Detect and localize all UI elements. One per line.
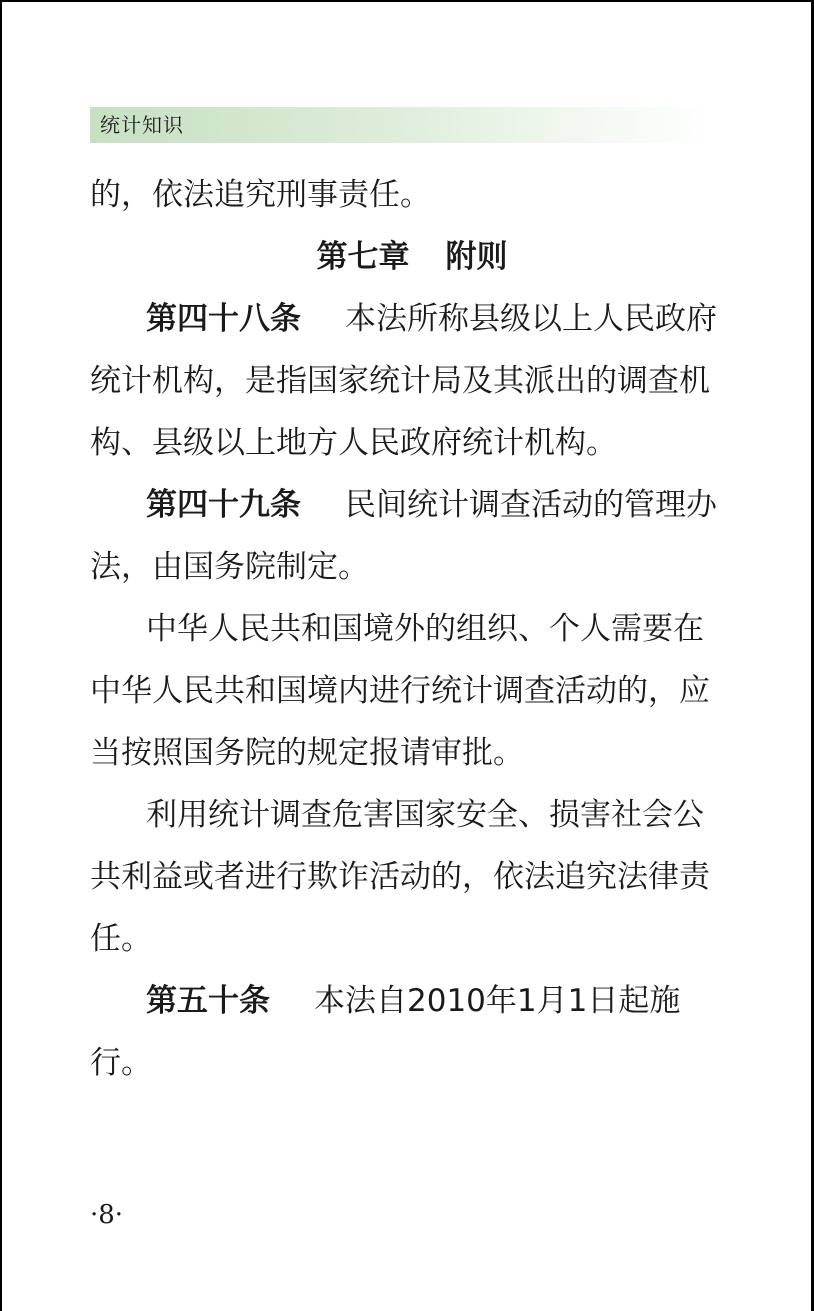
page-border-top <box>0 0 814 2</box>
article-49-para-3-line-3: 任。 <box>90 921 152 957</box>
page-number: ·8· <box>90 1200 124 1230</box>
article-48-line-2: 统计机构，是指国家统计局及其派出的调查机 <box>90 363 710 399</box>
article-49-para-3-line-2: 共利益或者进行欺诈活动的，依法追究法律责 <box>90 859 710 895</box>
page-border-left <box>0 0 2 1311</box>
article-49-para-2-line-3: 当按照国务院的规定报请审批。 <box>90 735 524 771</box>
section-header-label: 统计知识 <box>100 113 184 137</box>
article-49-title: 第四十九条 <box>146 487 301 523</box>
article-49-para-3-line-1 <box>90 788 726 850</box>
article-49-line-1 <box>90 478 726 540</box>
article-48-line-3: 构、县级以上地方人民政府统计机构。 <box>90 425 617 461</box>
article-49-para-2-line-1 <box>90 602 726 664</box>
article-49-text: 民间统计调查活动的管理办 <box>345 487 717 523</box>
article-50-title: 第五十条 <box>146 983 270 1019</box>
article-48-title: 第四十八条 <box>146 301 301 337</box>
article-49-para-3-text: 利用统计调查危害国家安全、损害社会公 <box>146 797 704 833</box>
article-49-para-2-line-2: 中华人民共和国境内进行统计调查活动的，应 <box>90 673 710 709</box>
article-48-text: 本法所称县级以上人民政府 <box>345 301 717 337</box>
article-48-line-1 <box>90 292 726 354</box>
chapter-heading <box>90 230 726 292</box>
article-50-line-2: 行。 <box>90 1045 152 1081</box>
article-50-line-1 <box>90 974 726 1036</box>
body-line: 的，依法追究刑事责任。 <box>90 177 431 213</box>
chapter-number: 第七章 <box>316 239 410 275</box>
page-body <box>90 168 726 1098</box>
article-49-para-2-text: 中华人民共和国境外的组织、个人需要在 <box>146 611 704 647</box>
article-49-line-2: 法，由国务院制定。 <box>90 549 369 585</box>
article-50-text: 本法自2010年1月1日起施 <box>314 983 681 1019</box>
chapter-name: 附则 <box>445 239 508 275</box>
